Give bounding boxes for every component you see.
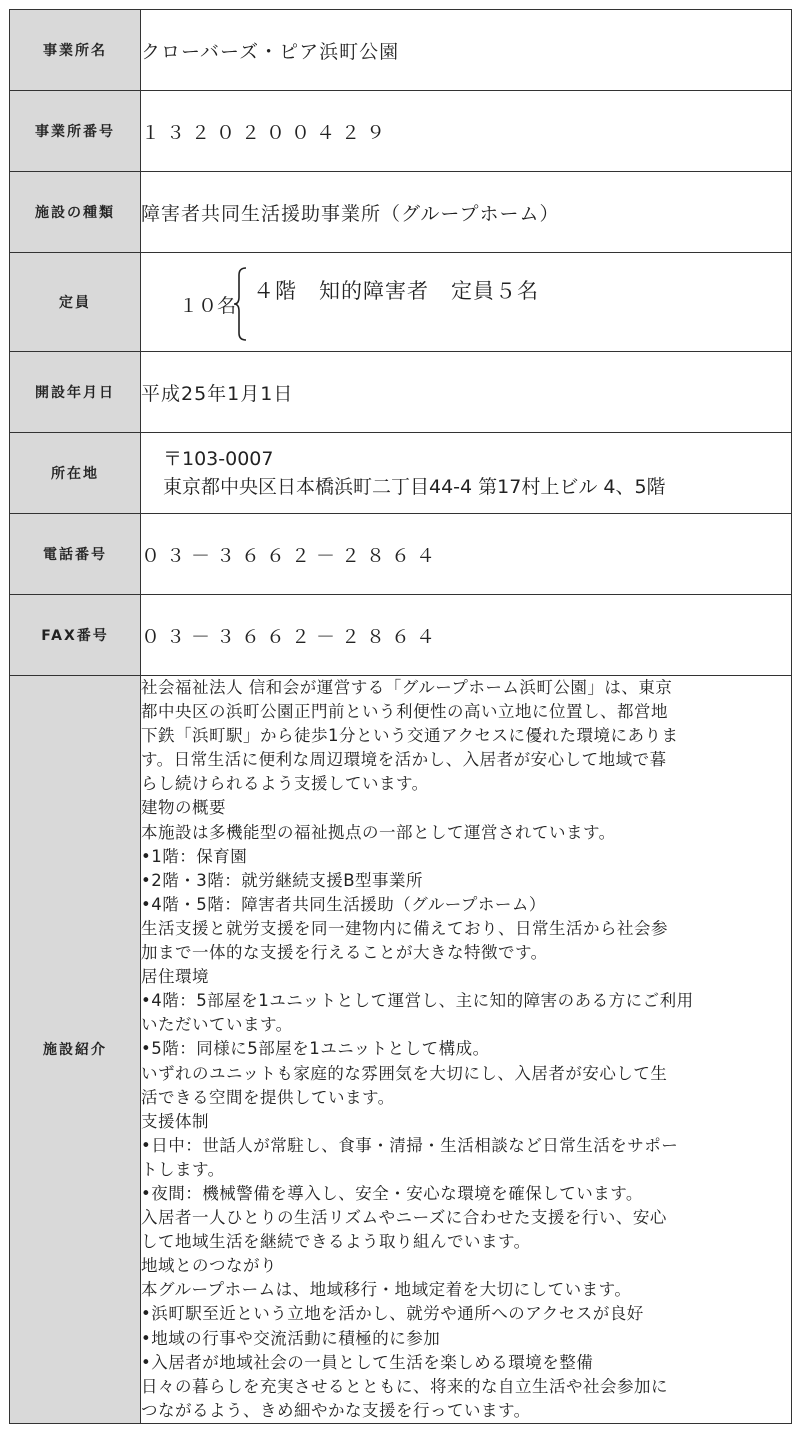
introduction-line: らし続けられるよう支援しています。: [141, 774, 429, 794]
office-number-label: 事業所番号: [10, 91, 141, 172]
introduction-line: 日々の暮らしを充実させるとともに、将来的な自立生活や社会参加に: [141, 1376, 668, 1396]
fax-row: [10, 595, 792, 676]
facility-type-row: [10, 172, 792, 253]
introduction-line: •地域の行事や交流活動に積極的に参加: [141, 1328, 441, 1348]
introduction-line: 居住環境: [141, 967, 209, 987]
capacity-row: [10, 253, 792, 352]
address-cell: [141, 433, 792, 514]
introduction-line: す。日常生活に便利な周辺環境を活かし、入居者が安心して地域で暮: [141, 750, 667, 770]
introduction-line: •日中：世話人が常駐し、食事・清掃・生活相談など日常生活をサポー: [141, 1135, 679, 1155]
introduction-row: [10, 676, 792, 1424]
facility-type-label: 施設の種類: [10, 172, 141, 253]
fax-value: ０３－３６６２－２８６４: [141, 595, 792, 676]
introduction-line: いただいています。: [141, 1015, 293, 1035]
introduction-line: •5階：同様に5部屋を1ユニットとして構成。: [141, 1039, 490, 1059]
capacity-detail: ４階 知的障害者 定員５名: [253, 279, 539, 303]
facility-info-table: [9, 9, 792, 1424]
introduction-line: 活できる空間を提供しています。: [141, 1087, 395, 1107]
office-number-row: [10, 91, 792, 172]
introduction-line: •2階・3階：就労継続支援B型事業所: [141, 870, 424, 890]
introduction-line: •4階・5階：障害者共同生活援助（グループホーム）: [141, 894, 546, 914]
opening-date-row: [10, 352, 792, 433]
fax-label: FAX番号: [10, 595, 141, 676]
introduction-line: つながるよう、きめ細やかな支援を行っています。: [141, 1400, 531, 1420]
introduction-line: 都中央区の浜町公園正門前という利便性の高い立地に位置し、都営地: [141, 702, 668, 722]
introduction-line: 本施設は多機能型の福祉拠点の一部として運営されています。: [141, 822, 616, 842]
address-label: 所在地: [10, 433, 141, 514]
introduction-text: [141, 676, 792, 1424]
introduction-line: 支援体制: [141, 1111, 209, 1131]
introduction-line: •入居者が地域社会の一員として生活を楽しめる環境を整備: [141, 1352, 594, 1372]
capacity-label: 定員: [10, 253, 141, 352]
opening-date-label: 開設年月日: [10, 352, 141, 433]
introduction-line: 生活支援と就労支援を同一建物内に備えており、日常生活から社会参: [141, 918, 668, 938]
introduction-line: 下鉄「浜町駅」から徒歩1分という交通アクセスに優れた環境にありま: [141, 726, 679, 746]
curly-brace-icon: [233, 267, 247, 341]
office-number-value: １３２０２００４２９: [141, 91, 792, 172]
introduction-line: 社会福祉法人 信和会が運営する「グループホーム浜町公園」は、東京: [141, 678, 673, 697]
introduction-lines: [141, 676, 791, 1423]
postal-code: 〒103-0007: [163, 448, 274, 470]
office-name-value: クローバーズ・ピア浜町公園: [141, 10, 792, 91]
introduction-line: トします。: [141, 1159, 225, 1179]
introduction-line: •夜間：機械警備を導入し、安全・安心な環境を確保しています。: [141, 1183, 643, 1203]
introduction-line: •1階：保育園: [141, 846, 248, 866]
introduction-line: 建物の概要: [141, 798, 226, 818]
phone-label: 電話番号: [10, 514, 141, 595]
office-name-label: 事業所名: [10, 10, 141, 91]
introduction-line: 入居者一人ひとりの生活リズムやニーズに合わせた支援を行い、安心: [141, 1208, 667, 1228]
address-row: [10, 433, 792, 514]
street-address: 東京都中央区日本橋浜町二丁目44-4 第17村上ビル 4、5階: [163, 476, 666, 498]
office-name-row: [10, 10, 792, 91]
introduction-line: 加まで一体的な支援を行えることが大きな特徴です。: [141, 943, 548, 963]
phone-value: ０３－３６６２－２８６４: [141, 514, 792, 595]
facility-type-value: 障害者共同生活援助事業所（グループホーム）: [141, 172, 792, 253]
introduction-line: •浜町駅至近という立地を活かし、就労や通所へのアクセスが良好: [141, 1304, 644, 1324]
introduction-line: 本グループホームは、地域移行・地域定着を大切にしています。: [141, 1280, 632, 1300]
phone-row: [10, 514, 792, 595]
introduction-line: して地域生活を継続できるよう取り組んでいます。: [141, 1232, 531, 1252]
introduction-label: 施設紹介: [10, 676, 141, 1424]
introduction-line: 地域とのつながり: [141, 1256, 277, 1276]
capacity-total: １０名: [179, 295, 237, 317]
capacity-block: [141, 253, 791, 351]
opening-date-value: 平成25年1月1日: [141, 352, 792, 433]
introduction-line: •4階：5部屋を1ユニットとして運営し、主に知的障害のある方にご利用: [141, 991, 694, 1011]
introduction-line: いずれのユニットも家庭的な雰囲気を大切にし、入居者が安心して生: [141, 1063, 668, 1083]
capacity-cell: [141, 253, 792, 352]
